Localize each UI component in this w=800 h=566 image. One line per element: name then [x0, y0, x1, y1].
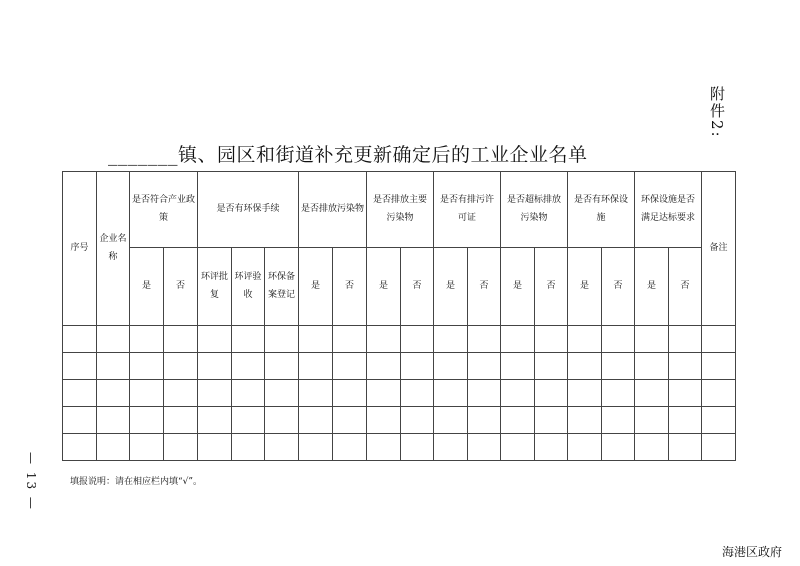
footer-organization: 海港区政府	[722, 545, 783, 559]
fill-instruction-note: 填报说明：请在相应栏内填“√”。	[70, 477, 202, 487]
header-eia-approval: 环评批复	[198, 248, 232, 326]
header-no: 否	[535, 248, 568, 326]
header-main-pollutant: 是否排放主要污染物	[367, 172, 434, 248]
attachment-label: 附件2:	[708, 86, 726, 139]
header-no: 否	[164, 248, 198, 326]
company-list-table	[62, 171, 736, 461]
header-facility: 是否有环保设施	[568, 172, 635, 248]
header-yes: 是	[501, 248, 535, 326]
header-yes: 是	[130, 248, 164, 326]
header-no: 否	[333, 248, 367, 326]
header-yes: 是	[635, 248, 669, 326]
header-yes: 是	[367, 248, 401, 326]
page-number: — 13 —	[24, 452, 38, 511]
header-row-2	[63, 248, 736, 326]
header-company: 企业名称	[97, 172, 130, 326]
header-yes: 是	[299, 248, 333, 326]
header-seq: 序号	[63, 172, 97, 326]
header-yes: 是	[568, 248, 602, 326]
header-facility-standard: 环保设施是否满足达标要求	[635, 172, 702, 248]
table-row	[63, 434, 736, 461]
table-row	[63, 326, 736, 353]
header-permit: 是否有排污许可证	[434, 172, 501, 248]
header-env-record: 环保备案登记	[265, 248, 299, 326]
table-row	[63, 407, 736, 434]
header-no: 否	[669, 248, 702, 326]
header-exceed: 是否超标排放污染物	[501, 172, 568, 248]
header-yes: 是	[434, 248, 468, 326]
header-policy: 是否符合产业政策	[130, 172, 198, 248]
header-env-procedure: 是否有环保手续	[198, 172, 299, 248]
table-row	[63, 353, 736, 380]
header-remark: 备注	[702, 172, 736, 326]
header-row-1	[63, 172, 736, 248]
page-title: _______镇、园区和街道补充更新确定后的工业企业名单	[108, 144, 588, 166]
header-no: 否	[468, 248, 501, 326]
table-row	[63, 380, 736, 407]
header-no: 否	[401, 248, 434, 326]
header-eia-acceptance: 环评验收	[232, 248, 265, 326]
header-no: 否	[602, 248, 635, 326]
header-discharge: 是否排放污染物	[299, 172, 367, 248]
